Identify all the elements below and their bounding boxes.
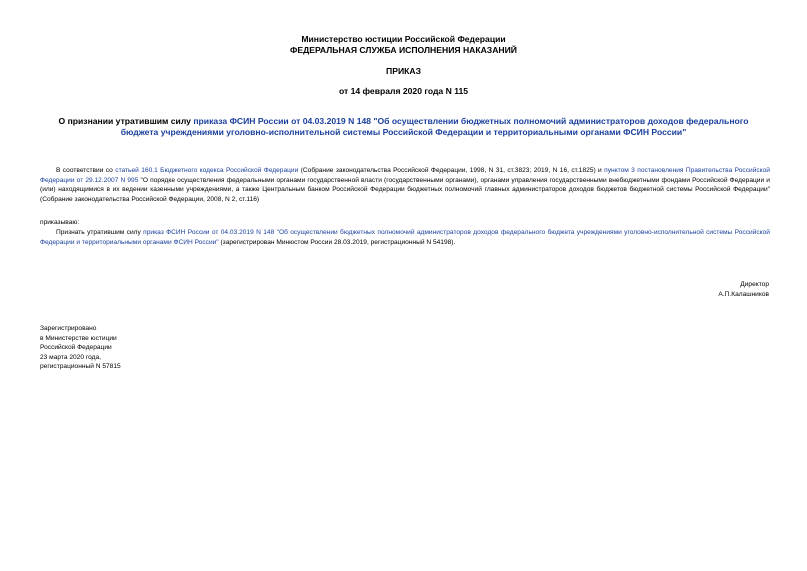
order-word: приказываю: (40, 219, 80, 226)
order-text-1: Признать утратившим силу (56, 229, 144, 236)
registration-block (40, 324, 260, 372)
registration-line-4: 23 марта 2020 года, (40, 353, 101, 361)
order-paragraph (40, 228, 770, 247)
title-link[interactable]: приказа ФСИН России от 04.03.2019 N 148 "Об осуществлении бюджетных полномочий администраторов доходов федерального бюджета учреждениями уголовно-исполнительной системы Российской Федерации и территориальными органами ФСИН России" (120, 116, 749, 137)
revoked-order-link[interactable]: приказ ФСИН России от 04.03.2019 N 148 "Об осуществлении бюджетных полномочий администраторов доходов федерального бюджета учреждениями уголовно-исполнительной системы Российской Федерации и территориальными органами ФСИН России" (40, 229, 770, 246)
signature-name: А.П.Калашников (718, 291, 769, 298)
signature-block (569, 280, 769, 300)
header-ministry: Министерство юстиции Российской Федерации (301, 34, 506, 44)
title-prefix: О признании утратившим силу (58, 116, 194, 126)
header-service: ФЕДЕРАЛЬНАЯ СЛУЖБА ИСПОЛНЕНИЯ НАКАЗАНИЙ (290, 45, 517, 55)
registration-line-5: регистрационный N 57815 (40, 363, 121, 370)
registration-line-3: Российской Федерации (40, 344, 112, 351)
registration-line-2: в Министерстве юстиции (40, 334, 117, 342)
preamble-text-3: "О порядке осуществления федеральными органами государственной власти (государственными органами), органами управления государственными внебюджетными фондами Российской Федерации и (или) находящимися в их ведении казенными учреждениями, а также Центральным банком Российской Федерации бюджетных полномочий главных администраторов доходов бюджетов бюджетной системы Российской Федерации" (Собрание законодательства Российской Федерации, 2008, N 2, ст.116) (40, 176, 770, 203)
doc-title (40, 116, 767, 138)
government-decree-link[interactable]: пунктом 3 постановления Правительства Российской Федерации от 29.12.2007 N 995 (40, 167, 770, 184)
doc-date-number: от 14 февраля 2020 года N 115 (338, 86, 469, 96)
preamble-text-1: В соответствии со (56, 167, 116, 174)
order-text-2: (зарегистрирован Минюстом России 28.03.2019, регистрационный N 54198). (218, 238, 456, 246)
budget-code-link[interactable]: статьей 160.1 Бюджетного кодекса Российской Федерации (115, 167, 299, 174)
registration-line-1: Зарегистрировано (40, 325, 97, 332)
preamble-paragraph (40, 166, 770, 204)
signature-position: Директор (740, 281, 769, 288)
doc-type: ПРИКАЗ (386, 66, 421, 76)
preamble-text-2: (Собрание законодательства Российской Федерации, 1998, N 31, ст.3823; 2019, N 16, ст.1825) и (298, 167, 605, 174)
